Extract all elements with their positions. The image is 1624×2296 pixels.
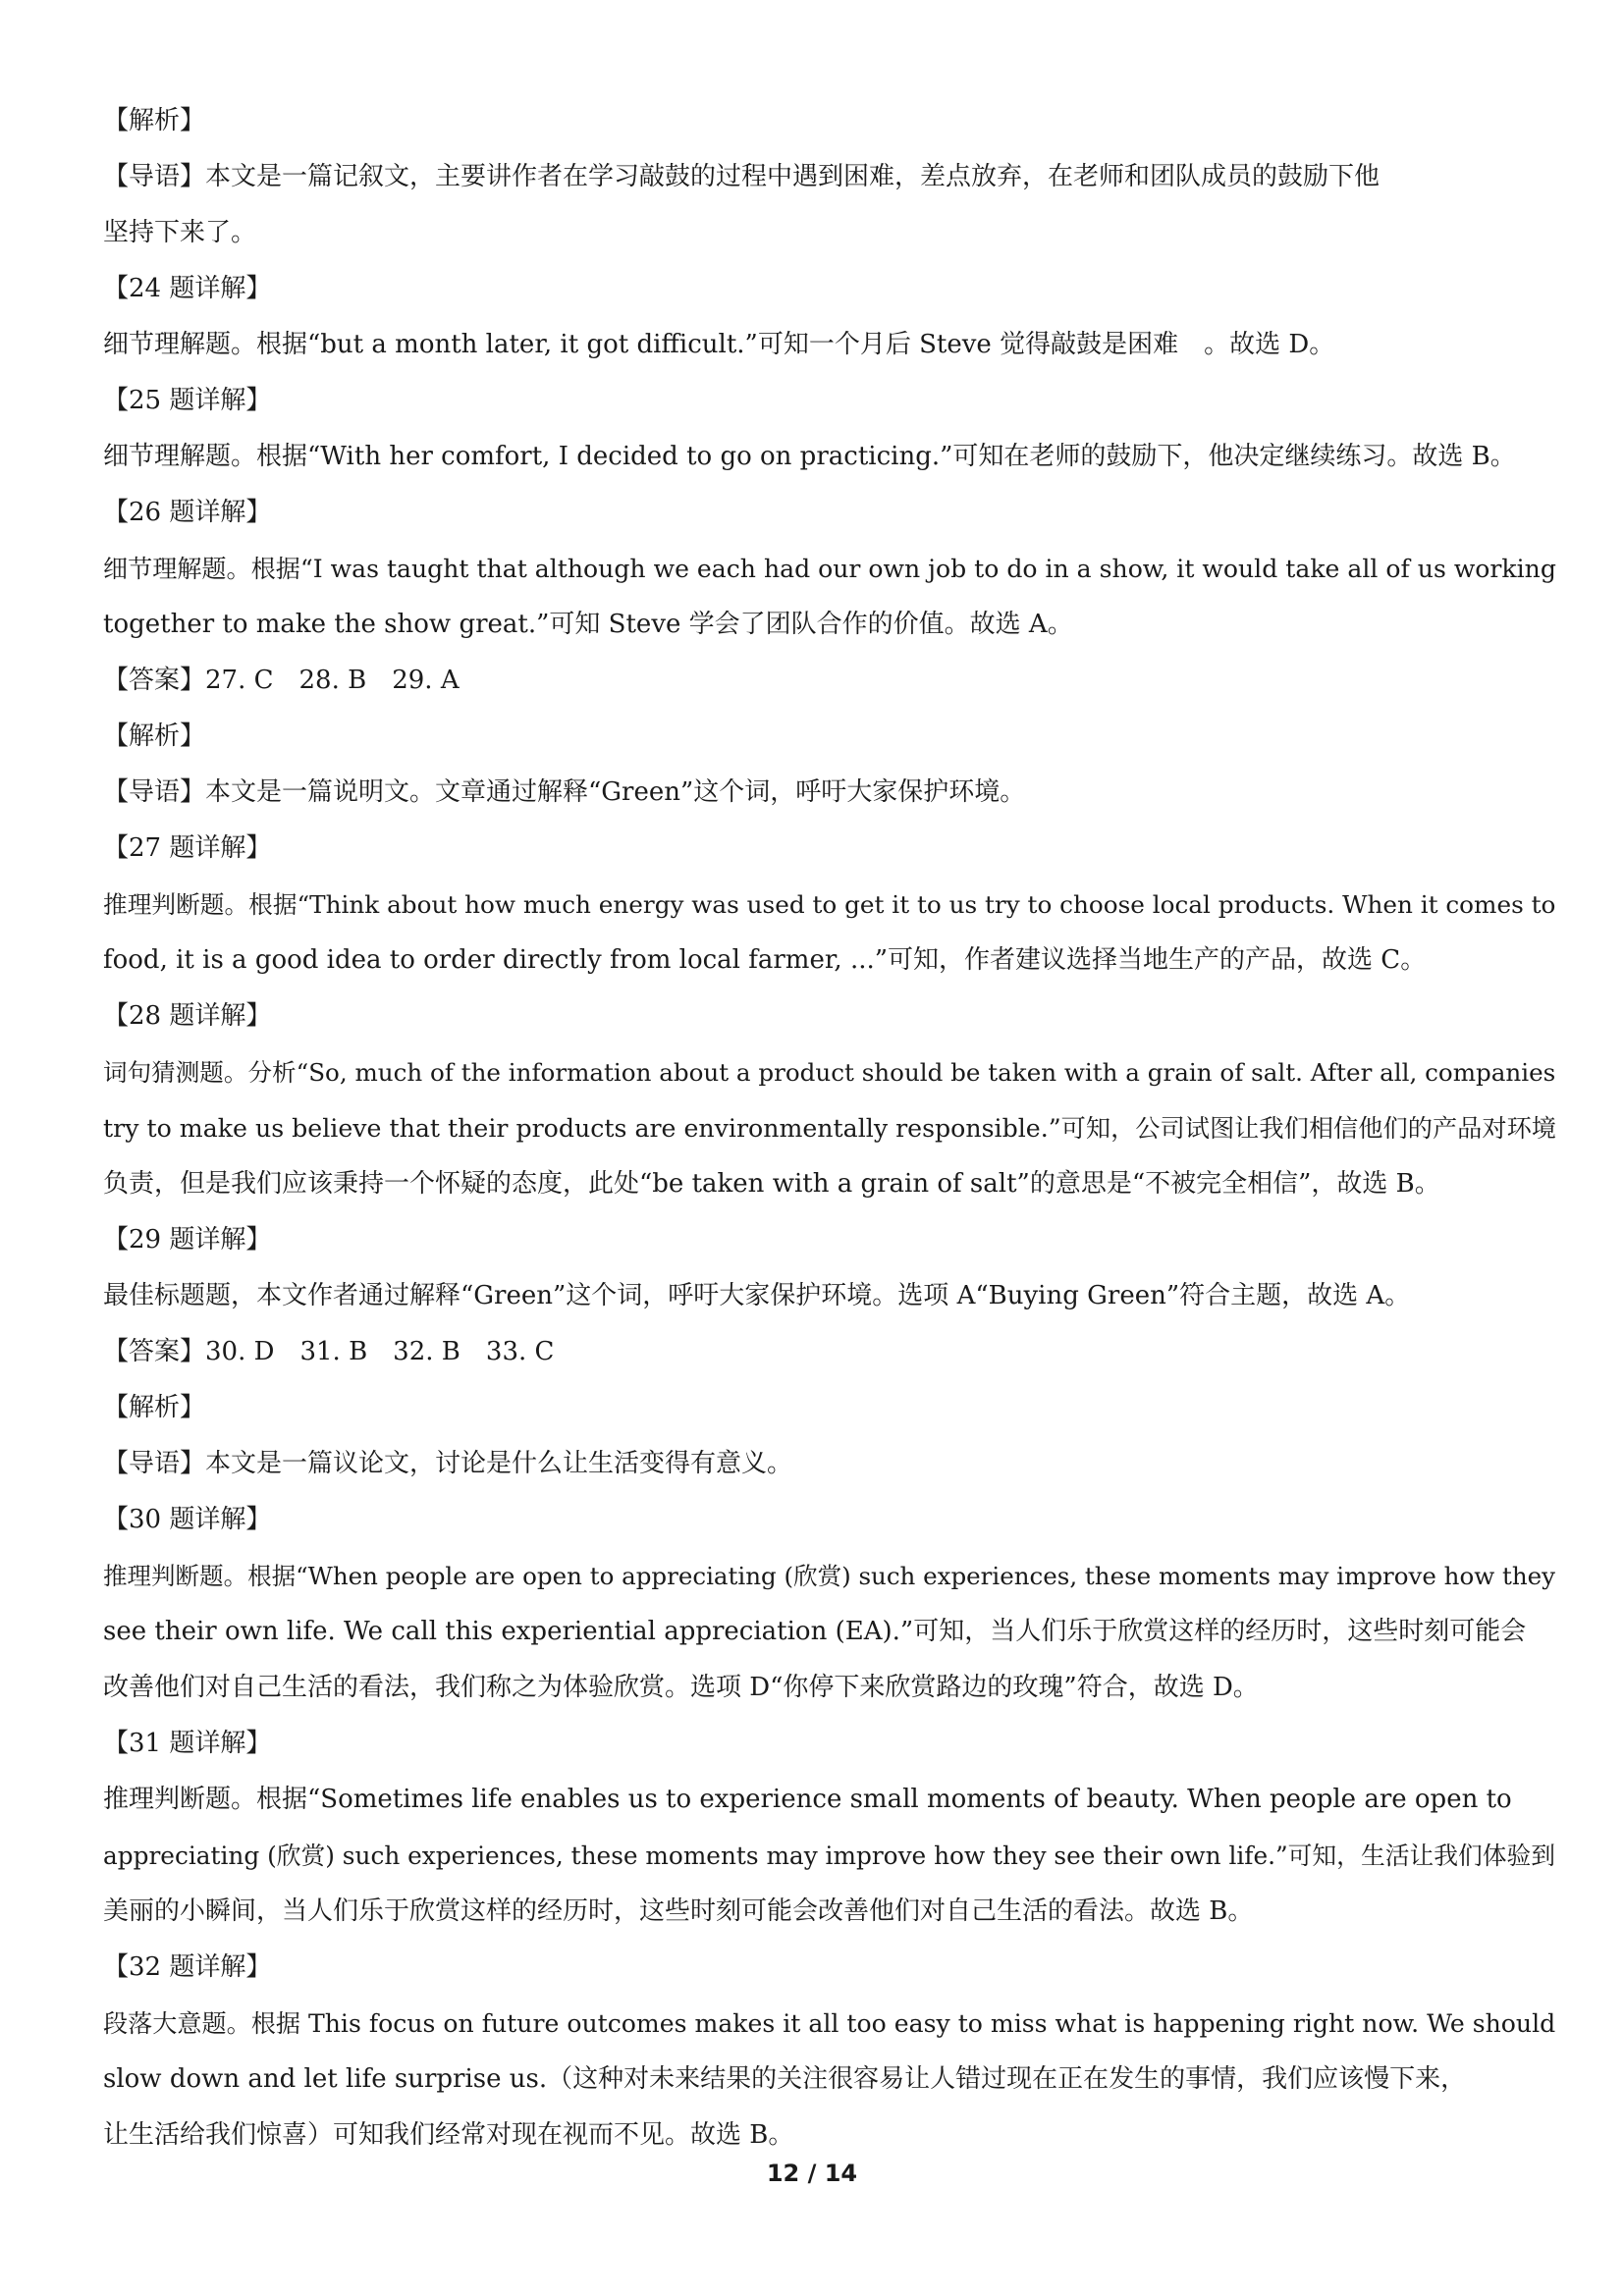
text-line: appreciating (欣赏) such experiences, these moments may improve how they see their own life.”可知，生活让我们体验到 (103, 1842, 1556, 1870)
text-line: 让生活给我们惊喜）可知我们经常对现在视而不见。故选 B。 (103, 2120, 794, 2150)
text-line: 最佳标题题，本文作者通过解释“Green”这个词，呼吁大家保护环境。选项 A“Buying Green”符合主题，故选 A。 (103, 1281, 1411, 1310)
text-line: 细节理解题。根据“With her comfort, I decided to go on practicing.”可知在老师的鼓励下，他决定继续练习。故选 B。 (103, 442, 1516, 471)
text-line: 细节理解题。根据“but a month later, it got difficult.”可知一个月后 Steve 觉得敲鼓是困难 。故选 D。 (103, 330, 1335, 359)
text-line: 改善他们对自己生活的看法，我们称之为体验欣赏。选项 D“你停下来欣赏路边的玫瑰”符合，故选 D。 (103, 1673, 1259, 1702)
text-line: 【28 题详解】 (103, 1001, 272, 1031)
text-line: 【32 题详解】 (103, 1952, 272, 1982)
text-line: 【31 题详解】 (103, 1729, 272, 1758)
text-line: 【答案】27. C 28. B 29. A (103, 666, 460, 695)
text-line: 负责，但是我们应该秉持一个怀疑的态度，此处“be taken with a grain of salt”的意思是“不被完全相信”，故选 B。 (103, 1169, 1440, 1199)
text-line: 词句猜测题。分析“So, much of the information about a product should be taken with a grain of salt. After all, companies (103, 1058, 1556, 1087)
text-line: 【解析】 (103, 721, 206, 751)
text-line: try to make us believe that their products are environmentally responsible.”可知，公司试图让我们相信他们的产品对环境 (103, 1114, 1557, 1143)
text-line: 段落大意题。根据 This focus on future outcomes makes it all too easy to miss what is happening right now. We should (103, 2009, 1556, 2038)
text-line: 【导语】本文是一篇议论文，讨论是什么让生活变得有意义。 (103, 1449, 793, 1478)
text-line: 【26 题详解】 (103, 498, 272, 527)
document-body (103, 93, 1556, 2163)
text-line: 【27 题详解】 (103, 833, 272, 863)
text-line: 【30 题详解】 (103, 1505, 272, 1534)
text-line: 【25 题详解】 (103, 386, 272, 415)
text-line: 推理判断题。根据“Think about how much energy was used to get it to us try to choose local products. When it comes to (103, 890, 1556, 919)
text-line: slow down and let life surprise us.（这种对未来结果的关注很容易让人错过现在正在发生的事情，我们应该慢下来， (103, 2064, 1467, 2094)
text-line: 美丽的小瞬间，当人们乐于欣赏这样的经历时，这些时刻可能会改善他们对自己生活的看法。故选 B。 (103, 1896, 1254, 1926)
text-line: food, it is a good idea to order directly from local farmer, ...”可知，作者建议选择当地生产的产品，故选 C。 (103, 945, 1427, 975)
text-line: see their own life. We call this experiential appreciation (EA).”可知，当人们乐于欣赏这样的经历时，这些时刻可能会 (103, 1617, 1527, 1646)
text-line: 【解析】 (103, 106, 206, 135)
page-number: 12 / 14 (766, 2160, 858, 2187)
text-line: 【导语】本文是一篇说明文。文章通过解释“Green”这个词，呼吁大家保护环境。 (103, 777, 1026, 807)
text-line: 【解析】 (103, 1393, 206, 1422)
text-line: 【24 题详解】 (103, 274, 272, 303)
text-line: together to make the show great.”可知 Steve 学会了团队合作的价值。故选 A。 (103, 610, 1073, 639)
text-line: 坚持下来了。 (103, 218, 257, 247)
text-line: 推理判断题。根据“Sometimes life enables us to experience small moments of beauty. When people are open to (103, 1785, 1512, 1814)
text-line: 【答案】30. D 31. B 32. B 33. C (103, 1337, 555, 1366)
text-line: 细节理解题。根据“I was taught that although we each had our own job to do in a show, it would take all of us working (103, 555, 1556, 583)
text-line: 【导语】本文是一篇记叙文，主要讲作者在学习敲鼓的过程中遇到困难，差点放弃，在老师和团队成员的鼓励下他 (103, 162, 1380, 191)
text-line: 【29 题详解】 (103, 1225, 272, 1255)
text-line: 推理判断题。根据“When people are open to appreciating (欣赏) such experiences, these moments may improve how they (103, 1562, 1555, 1590)
